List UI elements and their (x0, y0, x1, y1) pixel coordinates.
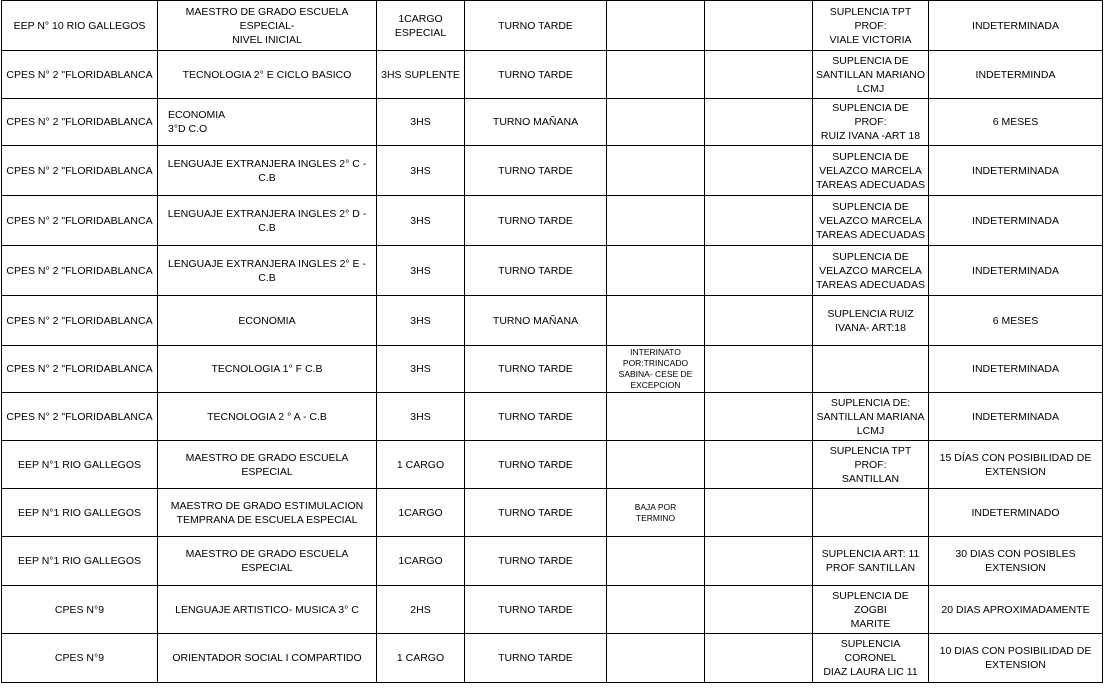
reason-cell: SUPLENCIA DE VELAZCO MARCELA TAREAS ADECUADAS (813, 246, 929, 296)
reason-cell (813, 346, 929, 393)
extra-cell (705, 393, 813, 441)
school-cell: CPES N°9 (2, 586, 158, 634)
extra-cell (705, 634, 813, 683)
subject-cell: LENGUAJE EXTRANJERA INGLES 2° E - C.B (158, 246, 377, 296)
duration-cell: 6 MESES (929, 296, 1103, 346)
reason-cell: SUPLENCIA DE VELAZCO MARCELA TAREAS ADECUADAS (813, 146, 929, 196)
extra-cell (705, 196, 813, 246)
reason-cell: SUPLENCIA ART: 11 PROF SANTILLAN (813, 537, 929, 586)
reason-cell: SUPLENCIA DE PROF: RUIZ IVANA -ART 18 (813, 99, 929, 146)
extra-cell (705, 296, 813, 346)
duration-cell: 30 DIAS CON POSIBLES EXTENSION (929, 537, 1103, 586)
hours-cell: 1CARGO ESPECIAL (377, 1, 465, 51)
shift-cell: TURNO TARDE (465, 146, 607, 196)
duration-cell: INDETERMINADO (929, 489, 1103, 537)
table-row (2, 1, 1103, 51)
shift-cell: TURNO TARDE (465, 196, 607, 246)
school-cell: CPES N° 2 "FLORIDABLANCA (2, 393, 158, 441)
reason-cell: SUPLENCIA DE SANTILLAN MARIANO LCMJ (813, 51, 929, 99)
subject-cell: TECNOLOGIA 2 ° A - C.B (158, 393, 377, 441)
note-cell (607, 537, 705, 586)
table-row (2, 489, 1103, 537)
school-cell: CPES N° 2 "FLORIDABLANCA (2, 296, 158, 346)
table-row (2, 586, 1103, 634)
hours-cell: 3HS (377, 296, 465, 346)
note-cell: BAJA POR TERMINO (607, 489, 705, 537)
duration-cell: INDETERMINADA (929, 393, 1103, 441)
reason-cell: SUPLENCIA TPT PROF: SANTILLAN (813, 441, 929, 489)
shift-cell: TURNO MAÑANA (465, 99, 607, 146)
extra-cell (705, 441, 813, 489)
extra-cell (705, 489, 813, 537)
subject-cell: MAESTRO DE GRADO ESCUELA ESPECIAL (158, 441, 377, 489)
school-cell: EEP N°1 RIO GALLEGOS (2, 537, 158, 586)
note-cell (607, 296, 705, 346)
hours-cell: 3HS (377, 146, 465, 196)
subject-cell: ECONOMIA 3°D C.O (158, 99, 377, 146)
reason-cell: SUPLENCIA RUIZ IVANA- ART:18 (813, 296, 929, 346)
note-cell (607, 246, 705, 296)
extra-cell (705, 99, 813, 146)
duration-cell: INDETERMINADA (929, 346, 1103, 393)
table-row (2, 246, 1103, 296)
subject-cell: LENGUAJE EXTRANJERA INGLES 2° C - C.B (158, 146, 377, 196)
duration-cell: INDETERMINDA (929, 51, 1103, 99)
hours-cell: 3HS SUPLENTE (377, 51, 465, 99)
hours-cell: 1CARGO (377, 537, 465, 586)
shift-cell: TURNO MAÑANA (465, 296, 607, 346)
subject-cell: ECONOMIA (158, 296, 377, 346)
hours-cell: 3HS (377, 99, 465, 146)
table-row (2, 441, 1103, 489)
shift-cell: TURNO TARDE (465, 489, 607, 537)
hours-cell: 3HS (377, 346, 465, 393)
shift-cell: TURNO TARDE (465, 393, 607, 441)
hours-cell: 1CARGO (377, 489, 465, 537)
school-cell: CPES N° 2 "FLORIDABLANCA (2, 346, 158, 393)
duration-cell: 6 MESES (929, 99, 1103, 146)
shift-cell: TURNO TARDE (465, 634, 607, 683)
subject-cell: ORIENTADOR SOCIAL I COMPARTIDO (158, 634, 377, 683)
hours-cell: 3HS (377, 196, 465, 246)
table-row (2, 196, 1103, 246)
table-row (2, 99, 1103, 146)
shift-cell: TURNO TARDE (465, 441, 607, 489)
hours-cell: 3HS (377, 246, 465, 296)
duration-cell: INDETERMINADA (929, 146, 1103, 196)
extra-cell (705, 1, 813, 51)
table-row (2, 393, 1103, 441)
note-cell (607, 1, 705, 51)
note-cell (607, 393, 705, 441)
subject-cell: MAESTRO DE GRADO ESTIMULACION TEMPRANA DE ESCUELA ESPECIAL (158, 489, 377, 537)
shift-cell: TURNO TARDE (465, 537, 607, 586)
note-cell (607, 441, 705, 489)
subject-cell: MAESTRO DE GRADO ESCUELA ESPECIAL- NIVEL INICIAL (158, 1, 377, 51)
reason-cell: SUPLENCIA TPT PROF: VIALE VICTORIA (813, 1, 929, 51)
note-cell (607, 146, 705, 196)
hours-cell: 1 CARGO (377, 634, 465, 683)
shift-cell: TURNO TARDE (465, 1, 607, 51)
duration-cell: 20 DIAS APROXIMADAMENTE (929, 586, 1103, 634)
subject-cell: TECNOLOGIA 2° E CICLO BASICO (158, 51, 377, 99)
school-cell: CPES N°9 (2, 634, 158, 683)
hours-cell: 1 CARGO (377, 441, 465, 489)
extra-cell (705, 537, 813, 586)
reason-cell: SUPLENCIA DE: SANTILLAN MARIANA LCMJ (813, 393, 929, 441)
shift-cell: TURNO TARDE (465, 586, 607, 634)
school-cell: EEP N°1 RIO GALLEGOS (2, 441, 158, 489)
school-cell: EEP N° 10 RIO GALLEGOS (2, 1, 158, 51)
note-cell (607, 51, 705, 99)
table-row (2, 146, 1103, 196)
extra-cell (705, 346, 813, 393)
reason-cell: SUPLENCIA DE ZOGBI MARITE (813, 586, 929, 634)
note-cell (607, 196, 705, 246)
school-cell: CPES N° 2 "FLORIDABLANCA (2, 246, 158, 296)
note-cell (607, 634, 705, 683)
subject-cell: TECNOLOGIA 1° F C.B (158, 346, 377, 393)
reason-cell: SUPLENCIA CORONEL DIAZ LAURA LIC 11 (813, 634, 929, 683)
shift-cell: TURNO TARDE (465, 51, 607, 99)
note-cell (607, 99, 705, 146)
duration-cell: INDETERMINADA (929, 246, 1103, 296)
school-cell: CPES N° 2 "FLORIDABLANCA (2, 196, 158, 246)
reason-cell (813, 489, 929, 537)
duration-cell: INDETERMINADA (929, 1, 1103, 51)
table-row (2, 346, 1103, 393)
shift-cell: TURNO TARDE (465, 246, 607, 296)
hours-cell: 2HS (377, 586, 465, 634)
school-cell: CPES N° 2 "FLORIDABLANCA (2, 51, 158, 99)
table-row (2, 537, 1103, 586)
note-cell (607, 586, 705, 634)
subject-cell: LENGUAJE EXTRANJERA INGLES 2° D - C.B (158, 196, 377, 246)
subject-cell: LENGUAJE ARTISTICO- MUSICA 3° C (158, 586, 377, 634)
school-cell: CPES N° 2 "FLORIDABLANCA (2, 146, 158, 196)
extra-cell (705, 246, 813, 296)
subject-cell: MAESTRO DE GRADO ESCUELA ESPECIAL (158, 537, 377, 586)
duration-cell: 10 DIAS CON POSIBILIDAD DE EXTENSION (929, 634, 1103, 683)
hours-cell: 3HS (377, 393, 465, 441)
reason-cell: SUPLENCIA DE VELAZCO MARCELA TAREAS ADECUADAS (813, 196, 929, 246)
extra-cell (705, 51, 813, 99)
school-cell: EEP N°1 RIO GALLEGOS (2, 489, 158, 537)
duration-cell: 15 DÍAS CON POSIBILIDAD DE EXTENSION (929, 441, 1103, 489)
table-row (2, 634, 1103, 683)
shift-cell: TURNO TARDE (465, 346, 607, 393)
duration-cell: INDETERMINADA (929, 196, 1103, 246)
school-cell: CPES N° 2 "FLORIDABLANCA (2, 99, 158, 146)
extra-cell (705, 586, 813, 634)
note-cell: INTERINATO POR:TRINCADO SABINA- CESE DE EXCEPCION (607, 346, 705, 393)
table-row (2, 51, 1103, 99)
extra-cell (705, 146, 813, 196)
vacancies-table (1, 0, 1103, 683)
table-row (2, 296, 1103, 346)
